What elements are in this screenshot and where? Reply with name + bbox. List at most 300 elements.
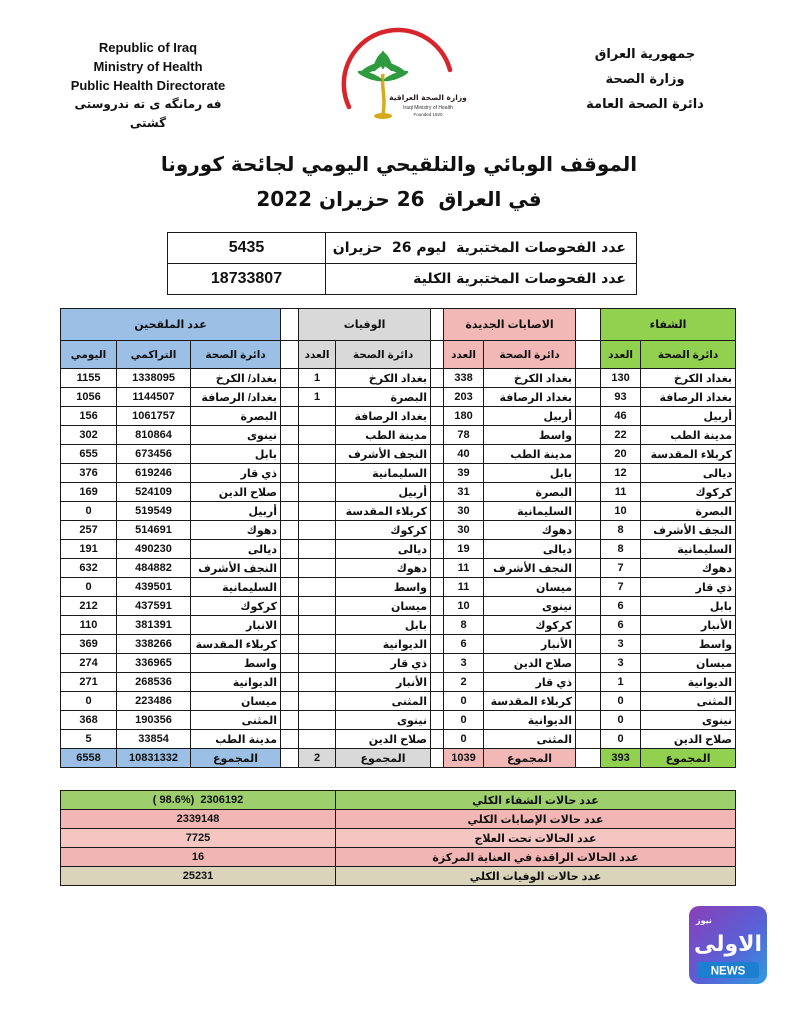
vaccinated-region-cell: الانبار xyxy=(191,616,281,635)
vaccinated-daily-cell: 191 xyxy=(61,540,117,559)
column-header-row xyxy=(61,341,736,369)
vaccinated-cumulative-cell: 484882 xyxy=(117,559,191,578)
recovery-region-cell: بغداد الكرخ xyxy=(641,369,736,388)
header-ar-ministry: وزارة الصحة xyxy=(605,72,685,87)
table-footer xyxy=(61,749,736,768)
infections-count-cell: 40 xyxy=(444,445,484,464)
vaccinated-region-header: دائرة الصحة xyxy=(191,341,281,369)
column-gap xyxy=(431,597,444,616)
vaccinated-region-cell: الديوانية xyxy=(191,673,281,692)
summary-row xyxy=(61,810,736,829)
recovery-count-cell: 20 xyxy=(601,445,641,464)
column-gap xyxy=(431,388,444,407)
recovery-count-cell: 6 xyxy=(601,616,641,635)
header-directorate: Public Health Directorate xyxy=(70,78,226,93)
deaths-count-cell xyxy=(299,711,336,730)
vaccinated-region-cell: ذي قار xyxy=(191,464,281,483)
vaccinated-daily-cell: 274 xyxy=(61,654,117,673)
column-gap xyxy=(431,309,444,341)
vaccinated-cumulative-cell: 673456 xyxy=(117,445,191,464)
summary-label: عدد الحالات الراقدة في العناية المركزة xyxy=(336,848,736,867)
vaccinated-daily-cell: 369 xyxy=(61,635,117,654)
column-gap xyxy=(281,502,299,521)
infections-region-cell: الأنبار xyxy=(484,635,576,654)
infections-count-cell: 180 xyxy=(444,407,484,426)
infections-region-cell: ميسان xyxy=(484,578,576,597)
deaths-count-cell xyxy=(299,597,336,616)
vaccinated-daily-cell: 0 xyxy=(61,502,117,521)
vaccinated-cumulative-cell: 519549 xyxy=(117,502,191,521)
column-gap xyxy=(281,483,299,502)
infections-region-cell: المثنى xyxy=(484,730,576,749)
vaccinated-region-cell: بابل xyxy=(191,445,281,464)
vaccinated-cumulative-cell: 619246 xyxy=(117,464,191,483)
column-gap xyxy=(576,635,601,654)
recovery-region-cell: النجف الأشرف xyxy=(641,521,736,540)
vaccinated-region-cell: البصرة xyxy=(191,407,281,426)
vaccinated-cumulative-cell: 439501 xyxy=(117,578,191,597)
vaccinated-cumulative-cell: 381391 xyxy=(117,616,191,635)
column-gap xyxy=(281,749,299,768)
table-row xyxy=(61,464,736,483)
deaths-count-cell xyxy=(299,521,336,540)
column-gap xyxy=(431,578,444,597)
column-gap xyxy=(576,388,601,407)
header-english-block xyxy=(58,38,238,133)
column-gap xyxy=(281,692,299,711)
infections-count-cell: 0 xyxy=(444,711,484,730)
column-gap xyxy=(576,426,601,445)
recovery-total-label: المجموع xyxy=(641,749,736,768)
vaccinated-total-daily: 6558 xyxy=(61,749,117,768)
column-gap xyxy=(576,464,601,483)
column-gap xyxy=(431,673,444,692)
recovery-count-cell: 130 xyxy=(601,369,641,388)
table-row xyxy=(61,521,736,540)
column-gap xyxy=(576,309,601,341)
deaths-region-cell: ميسان xyxy=(336,597,431,616)
table-row xyxy=(61,559,736,578)
column-gap xyxy=(431,464,444,483)
column-gap xyxy=(576,692,601,711)
deaths-region-cell: صلاح الدين xyxy=(336,730,431,749)
palm-base-icon xyxy=(374,113,392,119)
column-gap xyxy=(281,578,299,597)
table-row xyxy=(61,730,736,749)
column-gap xyxy=(576,369,601,388)
column-gap xyxy=(281,521,299,540)
vaccinated-daily-cell: 632 xyxy=(61,559,117,578)
deaths-count-cell: 1 xyxy=(299,388,336,407)
recovery-count-cell: 22 xyxy=(601,426,641,445)
infections-count-cell: 19 xyxy=(444,540,484,559)
summary-value: 7725 xyxy=(61,829,336,848)
deaths-region-cell: النجف الأشرف xyxy=(336,445,431,464)
recovery-count-cell: 0 xyxy=(601,730,641,749)
vaccinated-region-cell: واسط xyxy=(191,654,281,673)
infections-region-cell: بغداد الرصافة xyxy=(484,388,576,407)
column-gap xyxy=(576,597,601,616)
deaths-count-cell xyxy=(299,578,336,597)
logo-english-text: Iraqi Ministry of Health xyxy=(403,105,453,111)
deaths-region-cell: كربلاء المقدسة xyxy=(336,502,431,521)
vaccinated-daily-cell: 0 xyxy=(61,692,117,711)
column-gap xyxy=(431,445,444,464)
vaccinated-region-cell: نينوى xyxy=(191,426,281,445)
recovery-region-cell: بابل xyxy=(641,597,736,616)
totals-row xyxy=(61,749,736,768)
table-row xyxy=(61,407,736,426)
vaccinated-region-cell: السليمانية xyxy=(191,578,281,597)
infections-total-value: 1039 xyxy=(444,749,484,768)
recovery-count-cell: 12 xyxy=(601,464,641,483)
deaths-count-header: العدد xyxy=(299,341,336,369)
vaccinated-daily-cell: 1056 xyxy=(61,388,117,407)
infections-count-cell: 30 xyxy=(444,521,484,540)
recovery-count-cell: 0 xyxy=(601,711,641,730)
column-gap xyxy=(281,673,299,692)
vaccinated-daily-cell: 156 xyxy=(61,407,117,426)
summary-value: 16 xyxy=(61,848,336,867)
column-gap xyxy=(281,388,299,407)
column-gap xyxy=(281,559,299,578)
table-row xyxy=(61,616,736,635)
header-ar-directorate: دائرة الصحة العامة xyxy=(586,97,704,112)
recovery-region-cell: البصرة xyxy=(641,502,736,521)
recovery-region-cell: دهوك xyxy=(641,559,736,578)
recovery-region-cell: نينوى xyxy=(641,711,736,730)
infections-region-cell: صلاح الدين xyxy=(484,654,576,673)
deaths-region-cell: مدينة الطب xyxy=(336,426,431,445)
column-gap xyxy=(431,341,444,369)
recovery-count-header: العدد xyxy=(601,341,641,369)
deaths-region-cell: نينوى xyxy=(336,711,431,730)
infections-region-cell: مدينة الطب xyxy=(484,445,576,464)
column-gap xyxy=(281,711,299,730)
column-gap xyxy=(431,654,444,673)
header-arabic-block xyxy=(570,42,720,117)
vaccinated-region-cell: ديالى xyxy=(191,540,281,559)
recovery-region-cell: المثنى xyxy=(641,692,736,711)
deaths-count-cell xyxy=(299,635,336,654)
column-gap xyxy=(576,540,601,559)
table-header xyxy=(61,309,736,369)
vaccinated-daily-cell: 271 xyxy=(61,673,117,692)
column-gap xyxy=(281,341,299,369)
deaths-region-header: دائرة الصحة xyxy=(336,341,431,369)
infections-count-cell: 39 xyxy=(444,464,484,483)
table-row xyxy=(61,502,736,521)
vaccinated-region-cell: النجف الأشرف xyxy=(191,559,281,578)
infections-count-header: العدد xyxy=(444,341,484,369)
deaths-region-cell: ديالى xyxy=(336,540,431,559)
recovery-region-cell: كركوك xyxy=(641,483,736,502)
summary-row xyxy=(61,848,736,867)
column-gap xyxy=(431,692,444,711)
vaccinated-cumulative-cell: 1061757 xyxy=(117,407,191,426)
recovery-count-cell: 11 xyxy=(601,483,641,502)
column-gap xyxy=(431,730,444,749)
deaths-region-cell: الديوانية xyxy=(336,635,431,654)
vaccinated-cumulative-header: التراكمي xyxy=(117,341,191,369)
vaccinated-region-cell: صلاح الدين xyxy=(191,483,281,502)
infections-count-cell: 338 xyxy=(444,369,484,388)
table-row xyxy=(61,426,736,445)
section-header-row xyxy=(61,309,736,341)
deaths-region-cell: المثنى xyxy=(336,692,431,711)
table-row xyxy=(61,692,736,711)
recovery-region-cell: بغداد الرصافة xyxy=(641,388,736,407)
table-row xyxy=(61,597,736,616)
column-gap xyxy=(431,635,444,654)
column-gap xyxy=(576,730,601,749)
vaccinated-cumulative-cell: 1338095 xyxy=(117,369,191,388)
column-gap xyxy=(281,426,299,445)
total-tests-value: 18733807 xyxy=(168,264,326,295)
column-gap xyxy=(431,521,444,540)
infections-region-cell: نينوى xyxy=(484,597,576,616)
vaccinated-total-cumulative: 10831332 xyxy=(117,749,191,768)
daily-tests-value: 5435 xyxy=(168,233,326,264)
daily-tests-label: عدد الفحوصات المختبرية ليوم 26 حزيران xyxy=(326,233,637,264)
infections-region-cell: البصرة xyxy=(484,483,576,502)
vaccinated-cumulative-cell: 223486 xyxy=(117,692,191,711)
summary-body xyxy=(61,791,736,886)
column-gap xyxy=(576,616,601,635)
column-gap xyxy=(576,711,601,730)
column-gap xyxy=(576,749,601,768)
table-row xyxy=(61,388,736,407)
column-gap xyxy=(281,407,299,426)
header-ministry: Ministry of Health xyxy=(93,59,203,74)
recovery-region-cell: ميسان xyxy=(641,654,736,673)
vaccinated-cumulative-cell: 268536 xyxy=(117,673,191,692)
vaccinated-daily-cell: 376 xyxy=(61,464,117,483)
logo-arabic-text: وزارة الصحة العراقية xyxy=(389,93,467,102)
deaths-count-cell xyxy=(299,692,336,711)
column-gap xyxy=(576,483,601,502)
watermark-badge-text: NEWS xyxy=(710,965,746,978)
recovery-count-cell: 7 xyxy=(601,559,641,578)
recovery-count-cell: 46 xyxy=(601,407,641,426)
infections-count-cell: 203 xyxy=(444,388,484,407)
vaccinated-cumulative-cell: 190356 xyxy=(117,711,191,730)
infections-total-label: المجموع xyxy=(484,749,576,768)
deaths-section-title: الوفيات xyxy=(299,309,431,341)
recovery-region-cell: الأنبار xyxy=(641,616,736,635)
vaccinated-region-cell: مدينة الطب xyxy=(191,730,281,749)
infections-count-cell: 78 xyxy=(444,426,484,445)
deaths-region-cell: البصرة xyxy=(336,388,431,407)
vaccinated-region-cell: بغداد/ الكرخ xyxy=(191,369,281,388)
vaccinated-daily-cell: 110 xyxy=(61,616,117,635)
deaths-count-cell xyxy=(299,673,336,692)
vaccinated-total-label: المجموع xyxy=(191,749,281,768)
column-gap xyxy=(576,502,601,521)
vaccinated-daily-cell: 0 xyxy=(61,578,117,597)
column-gap xyxy=(576,654,601,673)
infections-count-cell: 3 xyxy=(444,654,484,673)
recovery-region-cell: أربيل xyxy=(641,407,736,426)
vaccinated-region-cell: بغداد/ الرصافة xyxy=(191,388,281,407)
column-gap xyxy=(576,673,601,692)
summary-label: عدد الحالات تحت العلاج xyxy=(336,829,736,848)
vaccinated-cumulative-cell: 1144507 xyxy=(117,388,191,407)
recovery-region-cell: صلاح الدين xyxy=(641,730,736,749)
vaccinated-cumulative-cell: 524109 xyxy=(117,483,191,502)
header-kurdish: فه رمانگه ی ته ندروستی گشتی xyxy=(74,97,222,130)
vaccinated-cumulative-cell: 490230 xyxy=(117,540,191,559)
summary-label: عدد حالات الوفيات الكلي xyxy=(336,867,736,886)
recovery-count-cell: 10 xyxy=(601,502,641,521)
infections-region-cell: دهوك xyxy=(484,521,576,540)
deaths-count-cell xyxy=(299,616,336,635)
summary-label: عدد حالات الشفاء الكلي xyxy=(336,791,736,810)
deaths-count-cell xyxy=(299,407,336,426)
column-gap xyxy=(576,559,601,578)
infections-count-cell: 8 xyxy=(444,616,484,635)
report-title xyxy=(0,147,798,217)
column-gap xyxy=(431,616,444,635)
column-gap xyxy=(576,578,601,597)
column-gap xyxy=(431,559,444,578)
table-row xyxy=(61,540,736,559)
summary-value: ( 98.6%) 2306192 xyxy=(61,791,336,810)
vaccinated-region-cell: كركوك xyxy=(191,597,281,616)
header-republic: Republic of Iraq xyxy=(98,40,198,55)
news-watermark-logo xyxy=(688,905,768,985)
infections-region-cell: واسط xyxy=(484,426,576,445)
table-row xyxy=(61,711,736,730)
vaccinated-region-cell: أربيل xyxy=(191,502,281,521)
recovery-region-cell: الديوانية xyxy=(641,673,736,692)
summary-value: 2339148 xyxy=(61,810,336,829)
infections-count-cell: 11 xyxy=(444,578,484,597)
tests-body xyxy=(168,233,637,295)
vaccinated-region-cell: المثنى xyxy=(191,711,281,730)
summary-row xyxy=(61,829,736,848)
report-title-line: الموقف الوبائي والتلقيحي اليومي لجائحة كورونا xyxy=(160,152,638,176)
infections-section-title: الاصابات الجديدة xyxy=(444,309,576,341)
column-gap xyxy=(576,407,601,426)
recovery-region-cell: ديالى xyxy=(641,464,736,483)
column-gap xyxy=(281,464,299,483)
deaths-region-cell: أربيل xyxy=(336,483,431,502)
vaccinated-region-cell: دهوك xyxy=(191,521,281,540)
infections-count-cell: 10 xyxy=(444,597,484,616)
column-gap xyxy=(431,502,444,521)
table-body xyxy=(61,369,736,749)
vaccinated-daily-cell: 5 xyxy=(61,730,117,749)
infections-region-cell: ديالى xyxy=(484,540,576,559)
recovery-count-cell: 93 xyxy=(601,388,641,407)
table-row xyxy=(61,369,736,388)
deaths-count-cell xyxy=(299,559,336,578)
infections-region-cell: بغداد الكرخ xyxy=(484,369,576,388)
total-tests-row xyxy=(168,264,637,295)
recovery-count-cell: 8 xyxy=(601,521,641,540)
recovery-count-cell: 8 xyxy=(601,540,641,559)
cumulative-summary-table xyxy=(60,790,736,886)
table-row xyxy=(61,635,736,654)
recovery-region-cell: ذي قار xyxy=(641,578,736,597)
infections-count-cell: 0 xyxy=(444,730,484,749)
table-row xyxy=(61,578,736,597)
recovery-region-cell: السليمانية xyxy=(641,540,736,559)
deaths-count-cell xyxy=(299,502,336,521)
infections-region-cell: النجف الأشرف xyxy=(484,559,576,578)
watermark-sub-text: نيوز xyxy=(696,916,712,925)
table-row xyxy=(61,483,736,502)
infections-region-cell: ذي قار xyxy=(484,673,576,692)
total-tests-label: عدد الفحوصات المختبرية الكلية xyxy=(326,264,637,295)
column-gap xyxy=(281,540,299,559)
summary-row xyxy=(61,791,736,810)
deaths-total-value: 2 xyxy=(299,749,336,768)
infections-region-cell: الديوانية xyxy=(484,711,576,730)
column-gap xyxy=(281,635,299,654)
column-gap xyxy=(281,616,299,635)
vaccinated-daily-cell: 368 xyxy=(61,711,117,730)
table-row xyxy=(61,673,736,692)
vaccinated-cumulative-cell: 336965 xyxy=(117,654,191,673)
infections-count-cell: 2 xyxy=(444,673,484,692)
recovery-section-title: الشفاء xyxy=(601,309,736,341)
recovery-count-cell: 0 xyxy=(601,692,641,711)
infections-count-cell: 11 xyxy=(444,559,484,578)
table-row xyxy=(61,445,736,464)
deaths-region-cell: بابل xyxy=(336,616,431,635)
recovery-count-cell: 7 xyxy=(601,578,641,597)
recovery-region-cell: واسط xyxy=(641,635,736,654)
deaths-region-cell: ذي قار xyxy=(336,654,431,673)
infections-count-cell: 6 xyxy=(444,635,484,654)
column-gap xyxy=(281,597,299,616)
infections-region-cell: السليمانية xyxy=(484,502,576,521)
deaths-count-cell xyxy=(299,730,336,749)
deaths-count-cell xyxy=(299,464,336,483)
deaths-count-cell xyxy=(299,654,336,673)
infections-region-cell: كربلاء المقدسة xyxy=(484,692,576,711)
infections-region-cell: أربيل xyxy=(484,407,576,426)
column-gap xyxy=(431,426,444,445)
column-gap xyxy=(281,309,299,341)
column-gap xyxy=(431,540,444,559)
column-gap xyxy=(576,341,601,369)
infections-count-cell: 31 xyxy=(444,483,484,502)
deaths-region-cell: واسط xyxy=(336,578,431,597)
header-ar-republic: جمهورية العراق xyxy=(594,47,696,62)
column-gap xyxy=(576,521,601,540)
infections-region-header: دائرة الصحة xyxy=(484,341,576,369)
infections-region-cell: كركوك xyxy=(484,616,576,635)
palm-leaf xyxy=(380,51,385,69)
vaccinated-region-cell: ميسان xyxy=(191,692,281,711)
recovery-region-cell: مدينة الطب xyxy=(641,426,736,445)
deaths-region-cell: الأنبار xyxy=(336,673,431,692)
vaccinated-daily-cell: 169 xyxy=(61,483,117,502)
vaccinated-section-title: عدد الملقحين xyxy=(61,309,281,341)
watermark-main-text: الاولى xyxy=(693,932,763,957)
recovery-count-cell: 3 xyxy=(601,635,641,654)
vaccinated-daily-cell: 302 xyxy=(61,426,117,445)
deaths-count-cell: 1 xyxy=(299,369,336,388)
column-gap xyxy=(431,407,444,426)
column-gap xyxy=(431,749,444,768)
recovery-count-cell: 6 xyxy=(601,597,641,616)
report-date-line: في العراق 26 حزيران 2022 xyxy=(256,187,542,211)
infections-count-cell: 0 xyxy=(444,692,484,711)
